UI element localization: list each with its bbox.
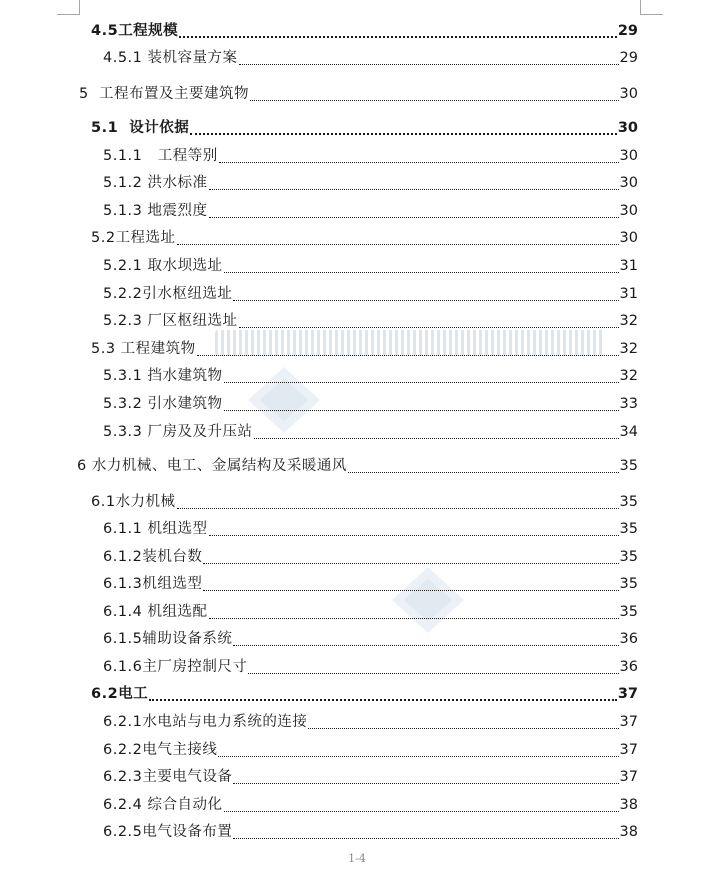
toc-leader-dots	[209, 535, 619, 536]
toc-entry[interactable]	[91, 115, 638, 139]
toc-leader-dots	[233, 300, 618, 301]
toc-entry-number: 5	[79, 86, 89, 102]
toc-entry-title	[103, 396, 223, 415]
toc-entry[interactable]	[103, 626, 638, 650]
toc-entry[interactable]	[103, 143, 638, 167]
toc-entry-page: 37	[619, 742, 638, 758]
toc-entry-text: 水电站与电力系统的连接	[142, 714, 308, 730]
toc-entry-number: 6.1.3	[103, 576, 143, 592]
toc-leader-dots	[209, 618, 619, 619]
toc-entry[interactable]	[103, 571, 638, 595]
toc-entry[interactable]	[103, 599, 638, 623]
toc-entry[interactable]	[77, 453, 638, 477]
toc-entry-text: 机组选型	[142, 521, 208, 537]
toc-entry-page: 32	[619, 313, 638, 329]
toc-entry[interactable]	[91, 681, 638, 705]
toc-entry[interactable]	[103, 363, 638, 387]
toc-entry-title	[103, 203, 208, 222]
toc-entry-text: 工程规模	[118, 23, 179, 39]
toc-entry[interactable]	[103, 709, 638, 733]
toc-entry-number: 6.2.1	[103, 714, 143, 730]
toc-entry-number: 5.1.2	[103, 175, 143, 191]
toc-entry-number: 6.2	[91, 686, 119, 702]
page-number: 1-4	[348, 852, 366, 865]
toc-entry[interactable]	[103, 170, 638, 194]
toc-entry[interactable]	[79, 81, 638, 105]
toc-entry-text: 洪水标准	[142, 175, 208, 191]
toc-leader-dots	[219, 162, 619, 163]
toc-entry-text: 水力机械、电工、金属结构及采暖通风	[86, 458, 347, 474]
toc-entry-page: 36	[619, 631, 638, 647]
toc-leader-dots	[224, 811, 619, 812]
toc-entry-number: 4.5	[91, 23, 119, 39]
toc-entry-text: 引水建筑物	[142, 396, 223, 412]
toc-entry[interactable]	[91, 336, 638, 360]
toc-entry-number: 6.1.2	[103, 549, 143, 565]
toc-entry-page: 30	[619, 230, 638, 246]
toc-entry-text: 装机台数	[142, 549, 203, 565]
crop-mark-left	[57, 0, 80, 15]
toc-entry[interactable]	[103, 253, 638, 277]
toc-entry-number: 6.1.1	[103, 521, 143, 537]
toc-leader-dots	[224, 410, 619, 411]
toc-leader-dots	[233, 783, 618, 784]
toc-entry-text: 辅助设备系统	[142, 631, 233, 647]
toc-entry-title	[103, 175, 208, 194]
toc-entry-title	[91, 23, 178, 42]
toc-entry-page: 35	[619, 549, 638, 565]
toc-entry-title	[103, 286, 232, 305]
toc-entry-text: 主要电气设备	[142, 769, 233, 785]
toc-entry-page: 37	[617, 686, 638, 702]
toc-entry[interactable]	[103, 516, 638, 540]
toc-entry-page: 35	[619, 494, 638, 510]
toc-entry-title	[103, 424, 253, 443]
toc-entry-text: 厂房及及升压站	[142, 424, 253, 440]
toc-entry-page: 29	[617, 23, 638, 39]
toc-entry-title	[91, 341, 196, 360]
toc-entry-text: 挡水建筑物	[142, 368, 223, 384]
toc-entry-title	[77, 458, 347, 477]
toc-entry-title	[103, 604, 208, 623]
toc-entry-page: 38	[619, 797, 638, 813]
toc-leader-dots	[254, 438, 619, 439]
toc-entry-page: 37	[619, 769, 638, 785]
toc-entry-title	[103, 631, 232, 650]
toc-entry-text: 电气主接线	[142, 742, 218, 758]
toc-entry-number: 5.1.1	[103, 148, 143, 164]
toc-leader-dots	[233, 838, 618, 839]
toc-leader-dots	[177, 244, 619, 245]
toc-leader-dots	[239, 327, 619, 328]
toc-leader-dots	[209, 189, 619, 190]
toc-leader-dots	[209, 217, 619, 218]
toc-entry-page: 30	[619, 175, 638, 191]
toc-entry-number: 6.1.5	[103, 631, 143, 647]
toc-leader-dots	[224, 272, 619, 273]
toc-entry[interactable]	[103, 819, 638, 843]
toc-entry-page: 30	[619, 86, 638, 102]
toc-leader-dots	[348, 472, 619, 473]
toc-entry-number: 6.2.5	[103, 824, 143, 840]
toc-entry-text: 厂区枢纽选址	[142, 313, 238, 329]
toc-entry-title	[103, 824, 232, 843]
toc-leader-dots	[177, 508, 619, 509]
toc-entry-text: 设计依据	[118, 120, 190, 136]
toc-entry-title	[103, 549, 202, 568]
toc-entry-title	[103, 797, 223, 816]
toc-entry[interactable]	[103, 792, 638, 816]
toc-entry-text: 水力机械	[115, 494, 176, 510]
toc-entry-number: 5.1.3	[103, 203, 143, 219]
toc-entry-title	[103, 769, 232, 788]
toc-entry-title	[103, 659, 247, 678]
toc-entry-number: 5.3	[91, 341, 116, 357]
toc-leader-dots	[239, 64, 619, 65]
toc-entry[interactable]	[103, 764, 638, 788]
toc-entry[interactable]	[103, 391, 638, 415]
toc-entry-number: 5.3.1	[103, 368, 143, 384]
toc-entry-number: 5.3.3	[103, 424, 143, 440]
toc-entry-title	[103, 368, 223, 387]
toc-entry-number: 6.2.4	[103, 797, 143, 813]
toc-entry-number: 5.1	[91, 120, 119, 136]
toc-entry-title	[103, 521, 208, 540]
toc-leader-dots	[218, 756, 618, 757]
toc-entry-number: 6.2.2	[103, 742, 143, 758]
toc-entry-text: 工程建筑物	[115, 341, 196, 357]
toc-entry-page: 35	[619, 576, 638, 592]
toc-entry[interactable]	[103, 544, 638, 568]
toc-entry-number: 5.2.3	[103, 313, 143, 329]
toc-entry-page: 34	[619, 424, 638, 440]
toc-entry-number: 5.3.2	[103, 396, 143, 412]
toc-leader-dots	[197, 355, 619, 356]
toc-entry-title	[91, 230, 176, 249]
toc-entry-title	[103, 714, 307, 733]
toc-leader-dots	[203, 563, 618, 564]
toc-entry-page: 37	[619, 714, 638, 730]
toc-entry-text: 工程等别	[142, 148, 218, 164]
toc-leader-dots	[248, 673, 618, 674]
toc-entry-title	[103, 148, 218, 167]
toc-leader-dots	[308, 728, 618, 729]
toc-entry[interactable]	[103, 45, 638, 69]
toc-leader-dots	[149, 699, 617, 701]
toc-entry-page: 30	[619, 203, 638, 219]
toc-leader-dots	[233, 645, 618, 646]
toc-entry-page: 36	[619, 659, 638, 675]
crop-mark-right	[640, 0, 663, 15]
toc-entry-text: 工程布置及主要建筑物	[88, 86, 249, 102]
toc-leader-dots	[190, 133, 617, 135]
toc-entry[interactable]	[91, 225, 638, 249]
toc-entry-title	[103, 50, 238, 69]
toc-entry-number: 6.2.3	[103, 769, 143, 785]
toc-entry-page: 32	[619, 341, 638, 357]
toc-entry-number: 6.1	[91, 494, 116, 510]
toc-entry-text: 取水坝选址	[142, 258, 223, 274]
toc-entry[interactable]	[91, 18, 638, 42]
toc-entry[interactable]	[103, 198, 638, 222]
toc-entry-number: 6.1.6	[103, 659, 143, 675]
toc-entry-number: 5.2.2	[103, 286, 143, 302]
toc-entry-title	[91, 120, 189, 139]
toc-entry-title	[103, 742, 217, 761]
toc-leader-dots	[250, 100, 619, 101]
toc-entry-page: 30	[619, 148, 638, 164]
toc-entry[interactable]	[91, 489, 638, 513]
toc-entry[interactable]	[103, 419, 638, 443]
toc-entry-title	[103, 313, 238, 332]
toc-entry[interactable]	[103, 281, 638, 305]
toc-entry-title	[103, 258, 223, 277]
toc-entry-number: 5.2	[91, 230, 116, 246]
toc-entry-title	[79, 86, 249, 105]
toc-entry-number: 5.2.1	[103, 258, 143, 274]
toc-entry-page: 35	[619, 458, 638, 474]
toc-entry-page: 29	[619, 50, 638, 66]
toc-entry[interactable]	[103, 654, 638, 678]
toc-entry-page: 38	[619, 824, 638, 840]
toc-entry-text: 电工	[118, 686, 149, 702]
toc-entry-page: 32	[619, 368, 638, 384]
toc-leader-dots	[179, 36, 617, 38]
toc-entry-text: 主厂房控制尺寸	[142, 659, 248, 675]
toc-entry-page: 30	[617, 120, 638, 136]
toc-entry-text: 电气设备布置	[142, 824, 233, 840]
toc-entry-text: 机组选型	[142, 576, 203, 592]
toc-entry-number: 6.1.4	[103, 604, 143, 620]
toc-entry-page: 35	[619, 604, 638, 620]
toc-leader-dots	[203, 590, 618, 591]
toc-entry-text: 工程选址	[115, 230, 176, 246]
toc-entry-title	[91, 686, 148, 705]
toc-entry[interactable]	[103, 737, 638, 761]
toc-entry-text: 机组选配	[142, 604, 208, 620]
toc-entry-page: 31	[619, 258, 638, 274]
toc-entry-text: 引水枢纽选址	[142, 286, 233, 302]
toc-entry-text: 地震烈度	[142, 203, 208, 219]
toc-entry-number: 4.5.1	[103, 50, 143, 66]
toc-entry-text: 装机容量方案	[142, 50, 238, 66]
toc-entry-number: 6	[77, 458, 87, 474]
toc-entry-page: 31	[619, 286, 638, 302]
toc-leader-dots	[224, 382, 619, 383]
toc-entry-title	[103, 576, 202, 595]
toc-entry-title	[91, 494, 176, 513]
toc-entry-text: 综合自动化	[142, 797, 223, 813]
toc-entry-page: 33	[619, 396, 638, 412]
toc-entry-page: 35	[619, 521, 638, 537]
toc-entry[interactable]	[103, 308, 638, 332]
